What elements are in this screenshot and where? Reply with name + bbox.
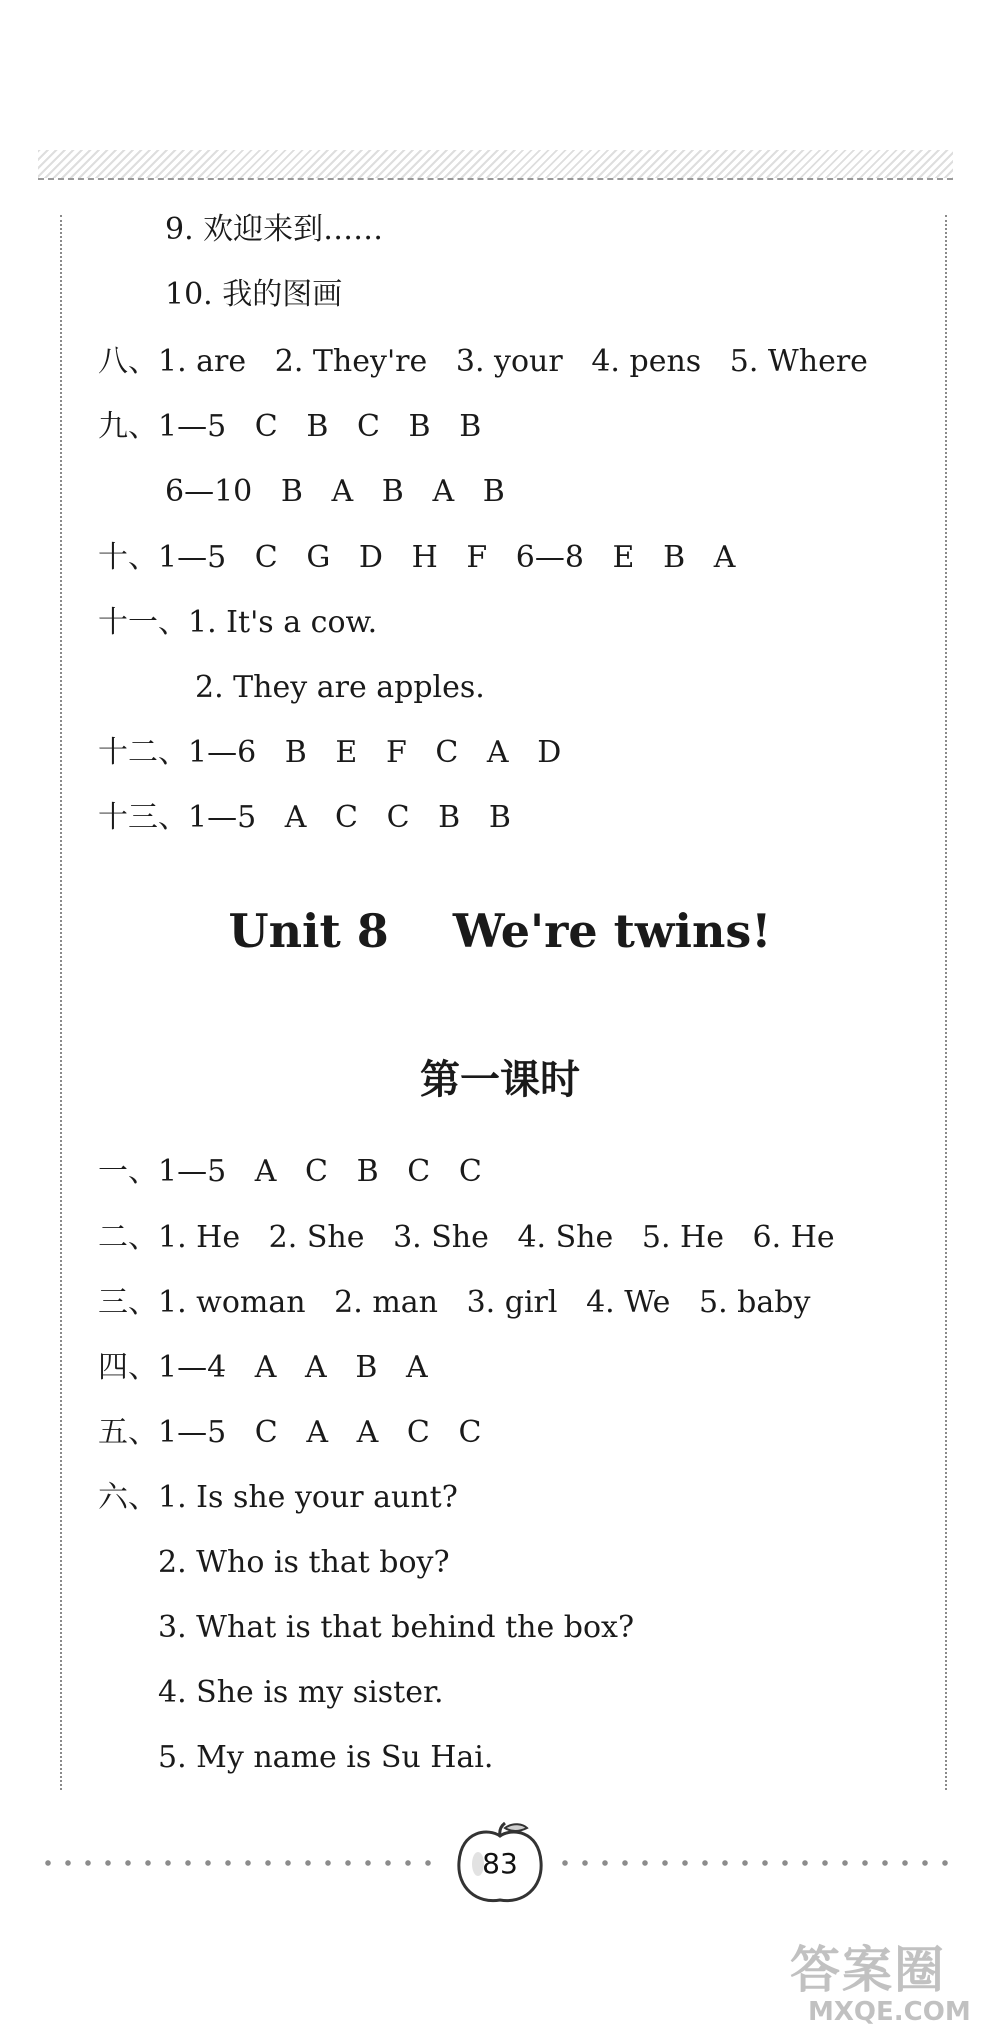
answer-line: 十一、1. It's a cow.: [98, 605, 378, 640]
header-decoration-band: [38, 150, 953, 178]
answer-line: 4. She is my sister.: [158, 1675, 444, 1710]
answer-line: 六、1. Is she your aunt?: [98, 1480, 458, 1515]
watermark-logo-text: 答案圈: [790, 1941, 946, 1999]
answer-line: 5. My name is Su Hai.: [158, 1740, 494, 1775]
right-margin-rule: [945, 215, 947, 1790]
lesson-title: 第一课时: [420, 1057, 580, 1103]
answer-line: 八、1. are 2. They're 3. your 4. pens 5. Where: [98, 344, 868, 379]
answer-line: 一、1—5 A C B C C: [98, 1154, 482, 1189]
page-number-badge: [453, 1822, 547, 1906]
watermark: [790, 1935, 990, 2030]
watermark-url: MXQE.COM: [808, 1997, 971, 2027]
answer-line: 五、1—5 C A A C C: [98, 1415, 482, 1450]
answer-line: 九、1—5 C B C B B: [98, 409, 482, 444]
answer-line: 6—10 B A B A B: [165, 474, 505, 509]
answer-line: 十二、1—6 B E F C A D: [98, 735, 562, 770]
answer-line: 10. 我的图画: [165, 277, 343, 312]
header-dashed-rule: [38, 178, 953, 180]
answer-line: 十三、1—5 A C C B B: [98, 800, 511, 835]
answer-line: 2. Who is that boy?: [158, 1545, 450, 1580]
left-margin-rule: [60, 215, 62, 1790]
unit-title: Unit 8 We're twins!: [228, 904, 772, 958]
answer-line: 9. 欢迎来到……: [165, 212, 384, 247]
answer-line: 2. They are apples.: [195, 670, 485, 705]
answer-line: 三、1. woman 2. man 3. girl 4. We 5. baby: [98, 1285, 811, 1320]
footer-dots-left: [38, 1858, 438, 1868]
footer-dots-right: [555, 1858, 955, 1868]
page-number: 83: [482, 1847, 518, 1880]
answer-line: 四、1—4 A A B A: [98, 1350, 428, 1385]
answer-line: 3. What is that behind the box?: [158, 1610, 635, 1645]
answer-line: 二、1. He 2. She 3. She 4. She 5. He 6. He: [98, 1220, 835, 1255]
answer-line: 十、1—5 C G D H F 6—8 E B A: [98, 540, 736, 575]
